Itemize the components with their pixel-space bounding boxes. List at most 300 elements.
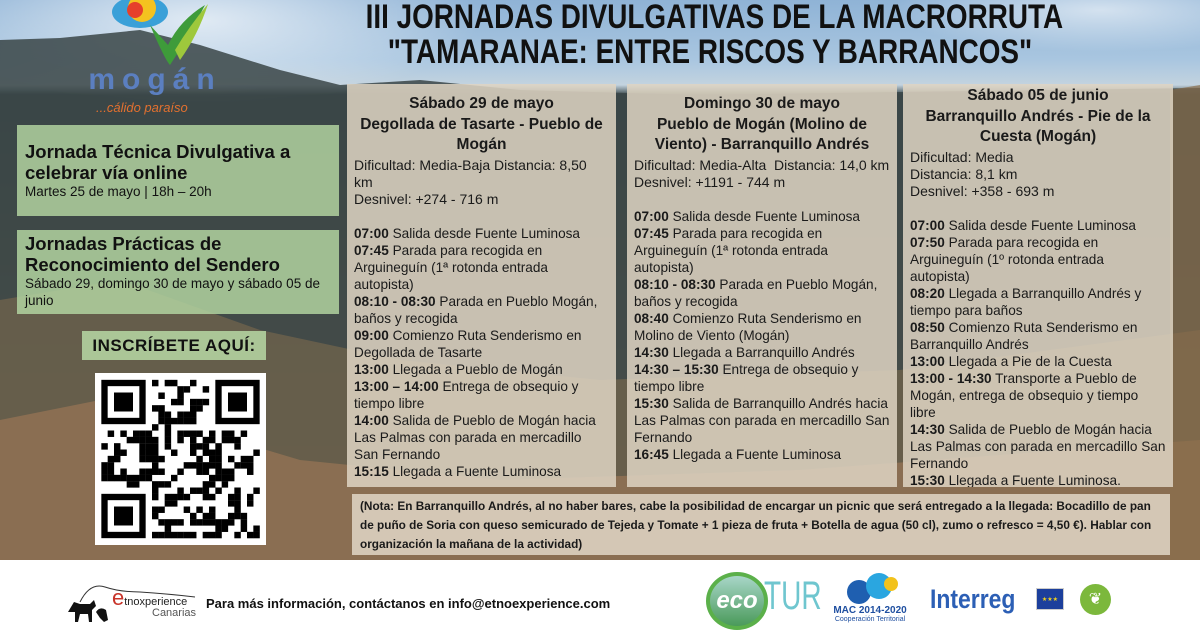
schedule-time: 08:40 — [634, 310, 669, 326]
qr-module — [190, 450, 196, 456]
qr-module — [196, 443, 202, 449]
etno-e: e — [112, 585, 125, 610]
qr-module — [158, 469, 164, 475]
schedule-item — [910, 421, 1166, 472]
mogan-slogan: ...cálido paraíso — [96, 100, 188, 115]
qr-module — [222, 481, 228, 487]
qr-module — [101, 469, 107, 475]
schedule-text: Parada para recogida en Arguineguín (1º rotonda entrada autopista) — [910, 234, 1104, 284]
qr-module — [228, 519, 234, 525]
route-info-line: Distancia: 8,1 km — [910, 165, 1018, 182]
qr-module — [203, 450, 209, 456]
schedule-time: 14:30 — [910, 421, 945, 437]
schedule-text: Salida de Pueblo de Mogán hacia Las Palmas con parada en mercadillo San Fernando — [354, 412, 596, 462]
schedule-text: Parada para recogida en Arguineguín (1ª rotonda entrada autopista) — [354, 242, 548, 292]
schedule-item — [354, 412, 609, 463]
schedule-text: Entrega de obsequio y tiempo libre — [634, 361, 859, 394]
qr-module — [146, 456, 152, 462]
qr-module — [101, 443, 107, 449]
schedule-time: 07:00 — [910, 217, 945, 233]
schedule-item — [354, 378, 609, 412]
qr-module — [209, 494, 215, 500]
qr-module — [203, 519, 209, 525]
qr-module — [177, 418, 183, 424]
route-date: Sábado 05 de junio — [967, 87, 1109, 104]
schedule-item — [634, 446, 890, 463]
qr-module — [165, 431, 171, 437]
online-date: Martes 25 de mayo | 18h – 20h — [25, 184, 212, 199]
qr-module — [209, 462, 215, 468]
qr-module — [114, 393, 133, 412]
qr-module — [241, 456, 247, 462]
qr-module — [241, 526, 247, 532]
qr-module — [146, 475, 152, 481]
qr-module — [158, 393, 164, 399]
schedule-time: 07:00 — [354, 225, 389, 241]
qr-module — [215, 456, 221, 462]
mac-line2: Cooperación Territorial — [834, 616, 906, 623]
route-date: Domingo 30 de mayo — [684, 95, 840, 112]
qr-module — [234, 488, 240, 494]
mac-line1: MAC 2014-2020 — [833, 605, 907, 616]
qr-module — [203, 488, 209, 494]
qr-module — [139, 450, 145, 456]
qr-module — [152, 450, 158, 456]
qr-module — [215, 475, 221, 481]
qr-module — [165, 494, 171, 500]
schedule-item — [634, 344, 890, 361]
schedule-time: 15:30 — [634, 395, 669, 411]
qr-module — [177, 431, 183, 437]
route-info — [634, 157, 890, 191]
qr-module — [184, 431, 190, 437]
qr-module — [158, 405, 164, 411]
qr-module — [139, 443, 145, 449]
qr-module — [146, 437, 152, 443]
qr-module — [234, 513, 240, 519]
practicas-dates: Sábado 29, domingo 30 de mayo y sábado 05 de junio — [25, 276, 320, 308]
qr-module — [152, 513, 158, 519]
qr-module — [234, 443, 240, 449]
qr-module — [184, 532, 190, 538]
schedule-text: Llegada a Barranquillo Andrés — [672, 344, 855, 360]
qr-module — [177, 437, 183, 443]
qr-module — [127, 475, 133, 481]
qr-module — [215, 519, 221, 525]
qr-module — [228, 456, 234, 462]
qr-module — [203, 443, 209, 449]
qr-module — [203, 437, 209, 443]
qr-module — [177, 412, 183, 418]
schedule-item — [354, 293, 609, 327]
qr-module — [234, 494, 240, 500]
qr-module — [171, 494, 177, 500]
schedule-time: 13:00 — [354, 361, 389, 377]
schedule-time: 16:45 — [634, 446, 669, 462]
schedule-item — [354, 242, 609, 293]
qr-module — [127, 437, 133, 443]
qr-module — [190, 488, 196, 494]
qr-module — [209, 532, 215, 538]
schedule-time: 08:10 - 08:30 — [634, 276, 716, 292]
qr-module — [190, 431, 196, 437]
qr-module — [152, 456, 158, 462]
qr-module — [158, 532, 164, 538]
schedule-time: 08:20 — [910, 285, 945, 301]
online-heading: Jornada Técnica Divulgativa a celebrar vía online — [25, 141, 291, 183]
schedule-text: Comienzo Ruta Senderismo en Molino de Viento (Mogán) — [634, 310, 862, 343]
qr-module — [203, 481, 209, 487]
schedule-text: Comienzo Ruta Senderismo en Degollada de Tasarte — [354, 327, 582, 360]
schedule-text: Llegada a Pueblo de Mogán — [392, 361, 563, 377]
qr-module — [165, 418, 171, 424]
schedule-text: Salida desde Fuente Luminosa — [672, 208, 860, 224]
qr-module — [120, 469, 126, 475]
schedule-time: 09:00 — [354, 327, 389, 343]
schedule-list — [910, 217, 1166, 488]
qr-module — [108, 469, 114, 475]
qr-module — [165, 412, 171, 418]
qr-module — [209, 450, 215, 456]
qr-module — [120, 431, 126, 437]
qr-module — [190, 462, 196, 468]
qr-module — [222, 519, 228, 525]
qr-module — [184, 386, 190, 392]
schedule-text: Salida desde Fuente Luminosa — [948, 217, 1136, 233]
qr-module — [190, 405, 196, 411]
qr-module — [133, 481, 139, 487]
route-name: Barranquillo Andrés - Pie de la Cuesta (Mogán) — [925, 107, 1151, 145]
qr-module — [215, 488, 221, 494]
schedule-time: 14:00 — [354, 412, 389, 428]
signup-label: INSCRÍBETE AQUÍ: — [82, 331, 266, 360]
title-line-2: "TAMARANAE: ENTRE RISCOS Y BARRANCOS" — [387, 33, 1033, 71]
qr-module — [203, 386, 209, 392]
qr-module — [152, 405, 158, 411]
qr-module — [234, 507, 240, 513]
ecotur-logo-icon: eco — [706, 572, 768, 630]
qr-module — [165, 380, 171, 386]
etno-xperience: xperience — [139, 596, 188, 608]
route-info-line: Dificultad: Media — [910, 148, 1014, 165]
schedule-time: 13:00 — [910, 353, 945, 369]
qr-module — [177, 532, 183, 538]
qr-module — [209, 513, 215, 519]
schedule-time: 07:45 — [354, 242, 389, 258]
qr-module — [158, 507, 164, 513]
schedule-time: 13:00 – 14:00 — [354, 378, 439, 394]
qr-module — [234, 500, 240, 506]
title-line-1: III JORNADAS DIVULGATIVAS DE LA MACRORRUTA — [365, 0, 1064, 36]
qr-module — [196, 399, 202, 405]
qr-module — [196, 507, 202, 513]
mogan-logo-text: mogán — [88, 63, 222, 96]
qr-module — [171, 532, 177, 538]
qr-module — [152, 443, 158, 449]
qr-module — [209, 507, 215, 513]
qr-module — [215, 450, 221, 456]
qr-module — [120, 450, 126, 456]
qr-module — [152, 380, 158, 386]
column-title — [634, 94, 890, 156]
qr-module — [209, 519, 215, 525]
schedule-text: Llegada a Barranquillo Andrés y tiempo para baños — [910, 285, 1142, 318]
schedule-text: Transporte a Pueblo de Mogán, entrega de obsequio y tiempo libre — [910, 370, 1139, 420]
qr-module — [184, 507, 190, 513]
qr-module — [165, 519, 171, 525]
qr-module — [228, 494, 234, 500]
qr-module — [165, 443, 171, 449]
interreg-logo: Interreg — [930, 584, 1016, 614]
qr-module — [247, 494, 253, 500]
schedule-text: Llegada a Fuente Luminosa. — [948, 472, 1121, 487]
qr-module — [114, 450, 120, 456]
qr-module — [146, 443, 152, 449]
schedule-item — [634, 395, 890, 446]
qr-module — [165, 532, 171, 538]
qr-code[interactable] — [95, 373, 266, 545]
qr-module — [247, 456, 253, 462]
qr-module — [139, 475, 145, 481]
qr-module — [152, 462, 158, 468]
qr-module — [215, 462, 221, 468]
qr-module — [108, 475, 114, 481]
qr-module — [228, 437, 234, 443]
qr-module — [190, 380, 196, 386]
mac-logo-text — [830, 606, 910, 624]
route-info-line: Desnivel: +1191 - 744 m — [634, 173, 786, 190]
schedule-item — [910, 353, 1166, 370]
qr-module — [184, 412, 190, 418]
qr-module — [171, 380, 177, 386]
qr-module — [101, 462, 107, 468]
qr-module — [247, 469, 253, 475]
qr-module — [215, 469, 221, 475]
schedule-item — [354, 225, 609, 242]
qr-module — [241, 513, 247, 519]
qr-module — [177, 488, 183, 494]
schedule-time: 13:00 - 14:30 — [910, 370, 992, 386]
qr-module — [177, 494, 183, 500]
practical-sessions-box — [17, 230, 339, 314]
qr-module — [139, 469, 145, 475]
schedule-time: 14:30 – 15:30 — [634, 361, 719, 377]
qr-module — [177, 519, 183, 525]
schedule-item — [910, 472, 1166, 488]
qr-module — [209, 481, 215, 487]
column-title — [354, 94, 609, 156]
qr-module — [203, 494, 209, 500]
qr-module — [203, 399, 209, 405]
route-column-1 — [347, 84, 616, 487]
qr-module — [114, 507, 133, 526]
schedule-text: Llegada a Pie de la Cuesta — [948, 353, 1112, 369]
qr-module — [190, 532, 196, 538]
schedule-text: Llegada a Fuente Luminosa — [392, 463, 562, 479]
qr-module — [114, 443, 120, 449]
qr-module — [101, 475, 107, 481]
qr-module — [222, 469, 228, 475]
route-date: Sábado 29 de mayo — [409, 95, 554, 112]
schedule-text: Entrega de obsequio y tiempo libre — [354, 378, 579, 411]
qr-module — [171, 500, 177, 506]
schedule-text: Parada en Pueblo Mogán, baños y recogida — [354, 293, 598, 326]
schedule-item — [634, 276, 890, 310]
qr-module — [203, 462, 209, 468]
schedule-text: Llegada a Fuente Luminosa — [672, 446, 842, 462]
qr-module — [114, 475, 120, 481]
qr-module — [253, 526, 259, 532]
qr-module — [215, 443, 221, 449]
qr-module — [152, 532, 158, 538]
qr-module — [158, 519, 164, 525]
qr-module — [203, 532, 209, 538]
qr-module — [196, 488, 202, 494]
qr-module — [196, 456, 202, 462]
schedule-time: 08:10 - 08:30 — [354, 293, 436, 309]
qr-module — [158, 412, 164, 418]
qr-module — [228, 469, 234, 475]
route-column-3 — [903, 84, 1173, 487]
qr-module — [165, 437, 171, 443]
qr-module — [234, 437, 240, 443]
schedule-text: Salida de Barranquillo Andrés hacia Las Palmas con parada en mercadillo San Fernando — [634, 395, 890, 445]
qr-module — [171, 475, 177, 481]
etno-tno: tno — [124, 596, 140, 608]
qr-module — [215, 526, 221, 532]
qr-module — [190, 418, 196, 424]
eu-flag-icon: ★★★ — [1036, 588, 1064, 610]
picnic-note: (Nota: En Barranquillo Andrés, al no haber bares, cabe la posibilidad de encargar un picnic que será entregado a la llegada: Bocadillo de pan de puño de Soria con queso semicurado de Tejeda y Tomate + 1 pieza de fruta + Botella de agua (50 cl), zumo o refresco = 4,50 €). Hablar con organización la mañana de la actividad) — [352, 494, 1170, 555]
schedule-item — [354, 361, 609, 378]
mac-logo-icon — [835, 572, 905, 606]
contact-text: Para más información, contáctanos en info@etnoexperience.com — [206, 596, 611, 611]
qr-module — [171, 399, 177, 405]
schedule-item — [354, 463, 609, 480]
qr-module — [190, 443, 196, 449]
qr-module — [120, 475, 126, 481]
qr-module — [146, 431, 152, 437]
qr-module — [133, 431, 139, 437]
qr-module — [222, 526, 228, 532]
schedule-text: Salida de Pueblo de Mogán hacia Las Palmas con parada en mercadillo San Fernando — [910, 421, 1166, 471]
qr-module — [209, 456, 215, 462]
schedule-time: 08:50 — [910, 319, 945, 335]
qr-module — [209, 437, 215, 443]
qr-module — [152, 469, 158, 475]
qr-module — [234, 462, 240, 468]
qr-module — [165, 526, 171, 532]
etno-region: Canarias — [152, 607, 197, 619]
qr-module — [196, 431, 202, 437]
qr-module — [152, 494, 158, 500]
ecotur-tur-text: TUR — [764, 574, 822, 618]
qr-module — [158, 418, 164, 424]
route-info-line: Desnivel: +274 - 716 m — [354, 190, 499, 207]
schedule-item — [910, 370, 1166, 421]
qr-module — [247, 532, 253, 538]
qr-module — [177, 469, 183, 475]
schedule-time: 07:00 — [634, 208, 669, 224]
schedule-item — [354, 327, 609, 361]
qr-module — [196, 462, 202, 468]
qr-module — [209, 475, 215, 481]
schedule-item — [634, 361, 890, 395]
schedule-item — [634, 208, 890, 225]
qr-module — [190, 399, 196, 405]
schedule-item — [910, 234, 1166, 285]
schedule-list — [354, 225, 609, 480]
qr-module — [196, 405, 202, 411]
qr-module — [171, 418, 177, 424]
qr-module — [152, 507, 158, 513]
qr-module — [241, 462, 247, 468]
qr-module — [196, 469, 202, 475]
qr-module — [184, 494, 190, 500]
etnoexperience-wordmark — [112, 585, 197, 619]
qr-module — [152, 481, 158, 487]
schedule-item — [910, 285, 1166, 319]
qr-module — [184, 462, 190, 468]
qr-module — [228, 475, 234, 481]
qr-module — [108, 431, 114, 437]
schedule-text: Salida desde Fuente Luminosa — [392, 225, 580, 241]
qr-module — [158, 456, 164, 462]
qr-module — [241, 431, 247, 437]
route-info-line: Dificultad: Media-Alta Distancia: 14,0 km — [634, 156, 890, 173]
qr-module — [190, 513, 196, 519]
schedule-time: 15:30 — [910, 472, 945, 487]
qr-module — [165, 500, 171, 506]
qr-module — [253, 450, 259, 456]
schedule-item — [634, 310, 890, 344]
route-info — [910, 149, 1166, 200]
qr-module — [152, 488, 158, 494]
schedule-time: 15:15 — [354, 463, 389, 479]
schedule-time: 14:30 — [634, 344, 669, 360]
qr-module — [253, 532, 259, 538]
qr-module — [152, 437, 158, 443]
qr-module — [177, 399, 183, 405]
qr-module — [108, 456, 114, 462]
qr-module — [222, 475, 228, 481]
route-info-line: Dificultad: Media-Baja Distancia: 8,50 km — [354, 156, 591, 190]
schedule-text: Parada en Pueblo Mogán, baños y recogida — [634, 276, 878, 309]
schedule-item — [910, 217, 1166, 234]
qr-module — [228, 431, 234, 437]
route-info-line: Desnivel: +358 - 693 m — [910, 182, 1055, 199]
poster-title — [290, 0, 1130, 70]
footer — [0, 560, 1200, 630]
mogan-logo-icon — [80, 0, 240, 115]
column-title — [910, 86, 1166, 148]
qr-module — [190, 437, 196, 443]
qr-module — [146, 450, 152, 456]
qr-module — [222, 437, 228, 443]
green-leaf-logo-icon: ❦ — [1080, 584, 1111, 615]
qr-module — [171, 519, 177, 525]
qr-module — [222, 431, 228, 437]
qr-module — [247, 462, 253, 468]
qr-module — [209, 431, 215, 437]
schedule-time: 07:45 — [634, 225, 669, 241]
qr-module — [228, 500, 234, 506]
online-session-box — [17, 125, 339, 216]
route-name: Pueblo de Mogán (Molino de Viento) - Barranquillo Andrés — [654, 115, 870, 153]
qr-module — [184, 418, 190, 424]
qr-module — [133, 475, 139, 481]
qr-module — [190, 412, 196, 418]
